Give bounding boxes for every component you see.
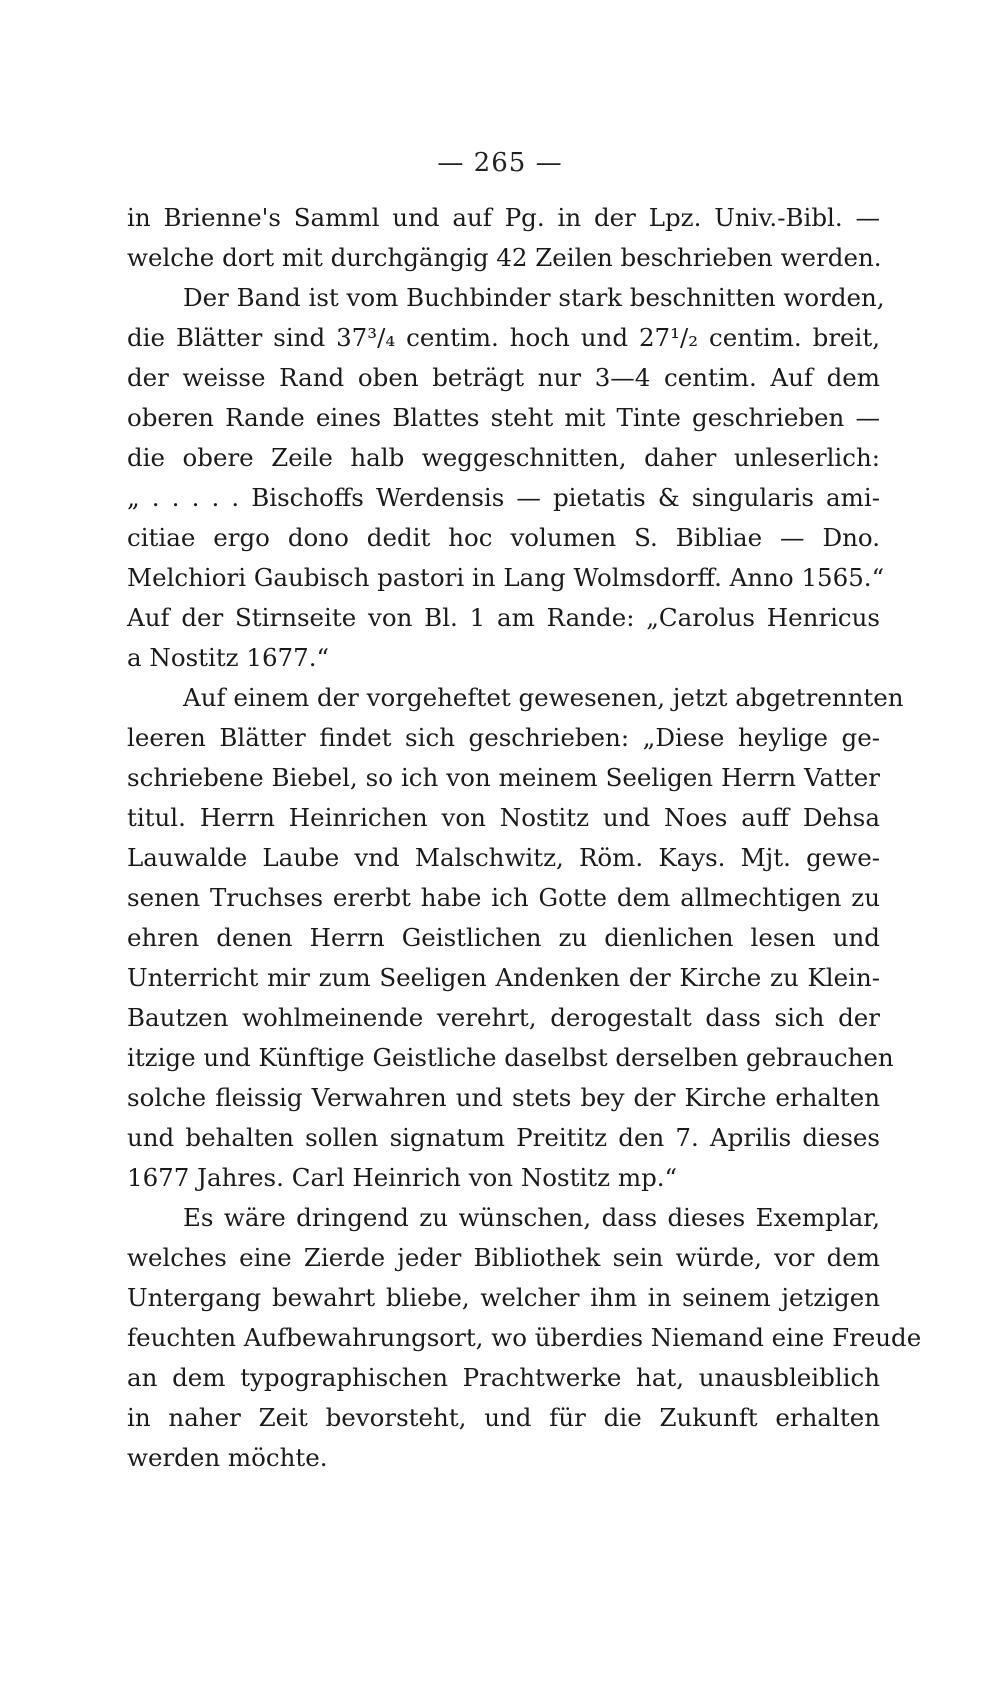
text-line: die Blätter sind 37³/₄ centim. hoch und 27¹/₂ centim. breit, xyxy=(127,323,880,352)
paragraph-4 xyxy=(127,1198,922,1478)
text-line: senen Truchses ererbt habe ich Gotte dem allmechtigen zu xyxy=(127,883,880,912)
text-line: in naher Zeit bevorsteht, und für die Zukunft erhalten xyxy=(127,1403,880,1432)
text-line: Untergang bewahrt bliebe, welcher ihm in seinem jetzigen xyxy=(127,1283,880,1312)
body-text xyxy=(127,198,922,1478)
text-line: a Nostitz 1677.“ xyxy=(127,643,330,672)
text-line: an dem typographischen Prachtwerke hat, unausbleiblich xyxy=(127,1363,880,1392)
text-line: leeren Blätter findet sich geschrieben: „Diese heylige ge- xyxy=(127,723,880,752)
text-line: titul. Herrn Heinrichen von Nostitz und Noes auff Dehsa xyxy=(127,803,880,832)
text-line: ehren denen Herrn Geistlichen zu dienlichen lesen und xyxy=(127,923,880,952)
text-line: welche dort mit durchgängig 42 Zeilen beschrieben werden. xyxy=(127,243,882,272)
text-line: Auf der Stirnseite von Bl. 1 am Rande: „Carolus Henricus xyxy=(127,603,880,632)
text-line: citiae ergo dono dedit hoc volumen S. Bibliae — Dno. xyxy=(127,523,880,552)
text-line: feuchten Aufbewahrungsort, wo überdies Niemand eine Freude xyxy=(127,1323,922,1352)
paragraph-1 xyxy=(127,198,880,278)
text-line: der weisse Rand oben beträgt nur 3—4 centim. Auf dem xyxy=(127,363,880,392)
text-line: welches eine Zierde jeder Bibliothek sein würde, vor dem xyxy=(127,1243,880,1272)
text-line: Unterricht mir zum Seeligen Andenken der Kirche zu Klein- xyxy=(127,963,880,992)
text-line: itzige und Künftige Geistliche daselbst derselben gebrauchen xyxy=(127,1043,894,1072)
text-line: Bautzen wohlmeinende verehrt, derogestalt dass sich der xyxy=(127,1003,880,1032)
text-line: die obere Zeile halb weggeschnitten, daher unleserlich: xyxy=(127,443,880,472)
paragraph-3 xyxy=(127,678,904,1198)
text-line: Melchiori Gaubisch pastori in Lang Wolmsdorff. Anno 1565.“ xyxy=(127,563,885,592)
text-line: in Brienne's Samml und auf Pg. in der Lpz. Univ.-Bibl. — xyxy=(127,203,880,232)
text-line: werden möchte. xyxy=(127,1443,328,1472)
text-line: und behalten sollen signatum Preititz den 7. Aprilis dieses xyxy=(127,1123,880,1152)
text-line: Lauwalde Laube vnd Malschwitz, Röm. Kays. Mjt. gewe- xyxy=(127,843,880,872)
paragraph-2 xyxy=(127,278,885,678)
text-line: „ . . . . . Bischoffs Werdensis — pietatis & singularis ami- xyxy=(127,483,880,512)
text-line: 1677 Jahres. Carl Heinrich von Nostitz mp.“ xyxy=(127,1163,678,1192)
text-line: oberen Rande eines Blattes steht mit Tinte geschrieben — xyxy=(127,403,880,432)
page-number: — 265 — xyxy=(437,148,563,178)
text-line: schriebene Biebel, so ich von meinem Seeligen Herrn Vatter xyxy=(127,763,880,792)
text-line: Auf einem der vorgeheftet gewesenen, jetzt abgetrennten xyxy=(183,683,904,712)
text-line: solche fleissig Verwahren und stets bey der Kirche erhalten xyxy=(127,1083,880,1112)
text-line: Der Band ist vom Buchbinder stark beschnitten worden, xyxy=(183,283,885,312)
text-line: Es wäre dringend zu wünschen, dass dieses Exemplar, xyxy=(183,1203,880,1232)
